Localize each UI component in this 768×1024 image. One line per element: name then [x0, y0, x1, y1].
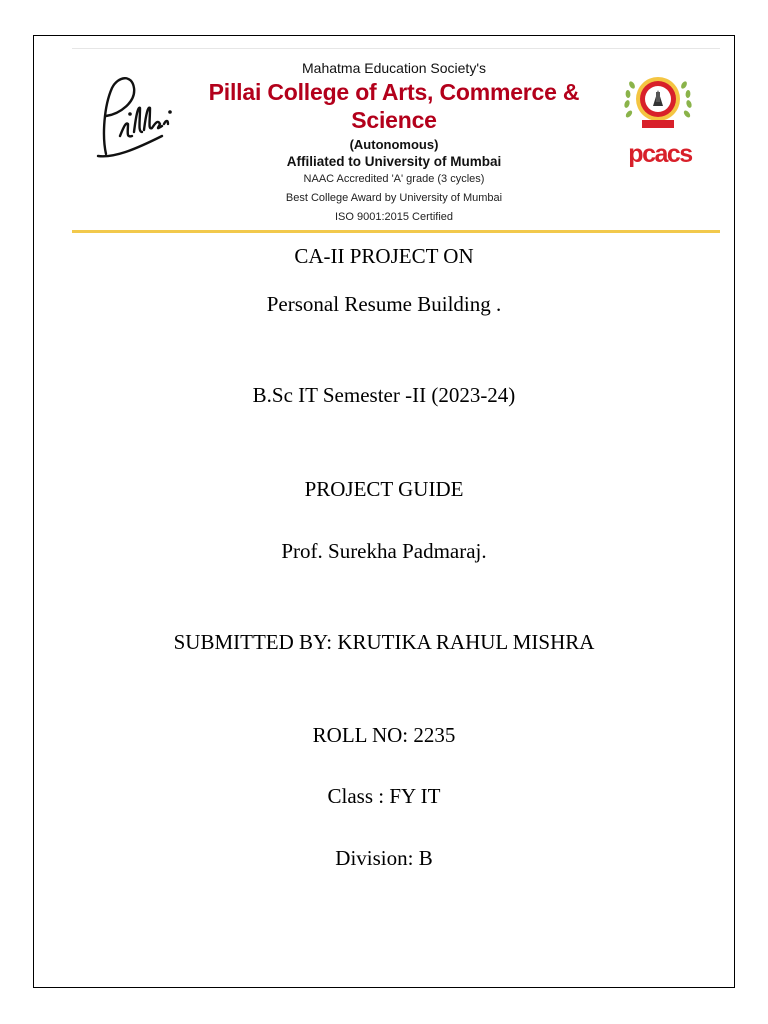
iso-text: ISO 9001:2015 Certified	[334, 211, 454, 223]
roll-number: ROLL NO: 2235	[312, 723, 456, 747]
college-details	[170, 58, 618, 227]
project-heading: CA-II PROJECT ON	[294, 244, 474, 268]
guide-heading: PROJECT GUIDE	[304, 477, 464, 501]
autonomous-label: (Autonomous)	[349, 137, 439, 152]
guide-name: Prof. Surekha Padmaraj.	[281, 539, 487, 563]
pillai-signature-logo	[84, 66, 174, 166]
division: Division: B	[335, 846, 433, 870]
class-name: Class : FY IT	[327, 784, 441, 808]
header-divider	[72, 230, 720, 233]
naac-text: NAAC Accredited 'A' grade (3 cycles)	[303, 173, 485, 185]
pcacs-logo-text: pcacs	[628, 140, 692, 168]
society-name: Mahatma Education Society's	[302, 60, 486, 76]
college-name: Pillai College of Arts, Commerce & Science	[208, 79, 580, 133]
project-title: Personal Resume Building .	[266, 292, 502, 316]
affiliation-text: Affiliated to University of Mumbai	[286, 154, 502, 169]
submitted-by: SUBMITTED BY: KRUTIKA RAHUL MISHRA	[173, 630, 595, 654]
course-semester: B.Sc IT Semester -II (2023-24)	[252, 383, 516, 407]
college-seal-icon	[620, 70, 696, 132]
award-text: Best College Award by University of Mumbai	[285, 192, 503, 204]
